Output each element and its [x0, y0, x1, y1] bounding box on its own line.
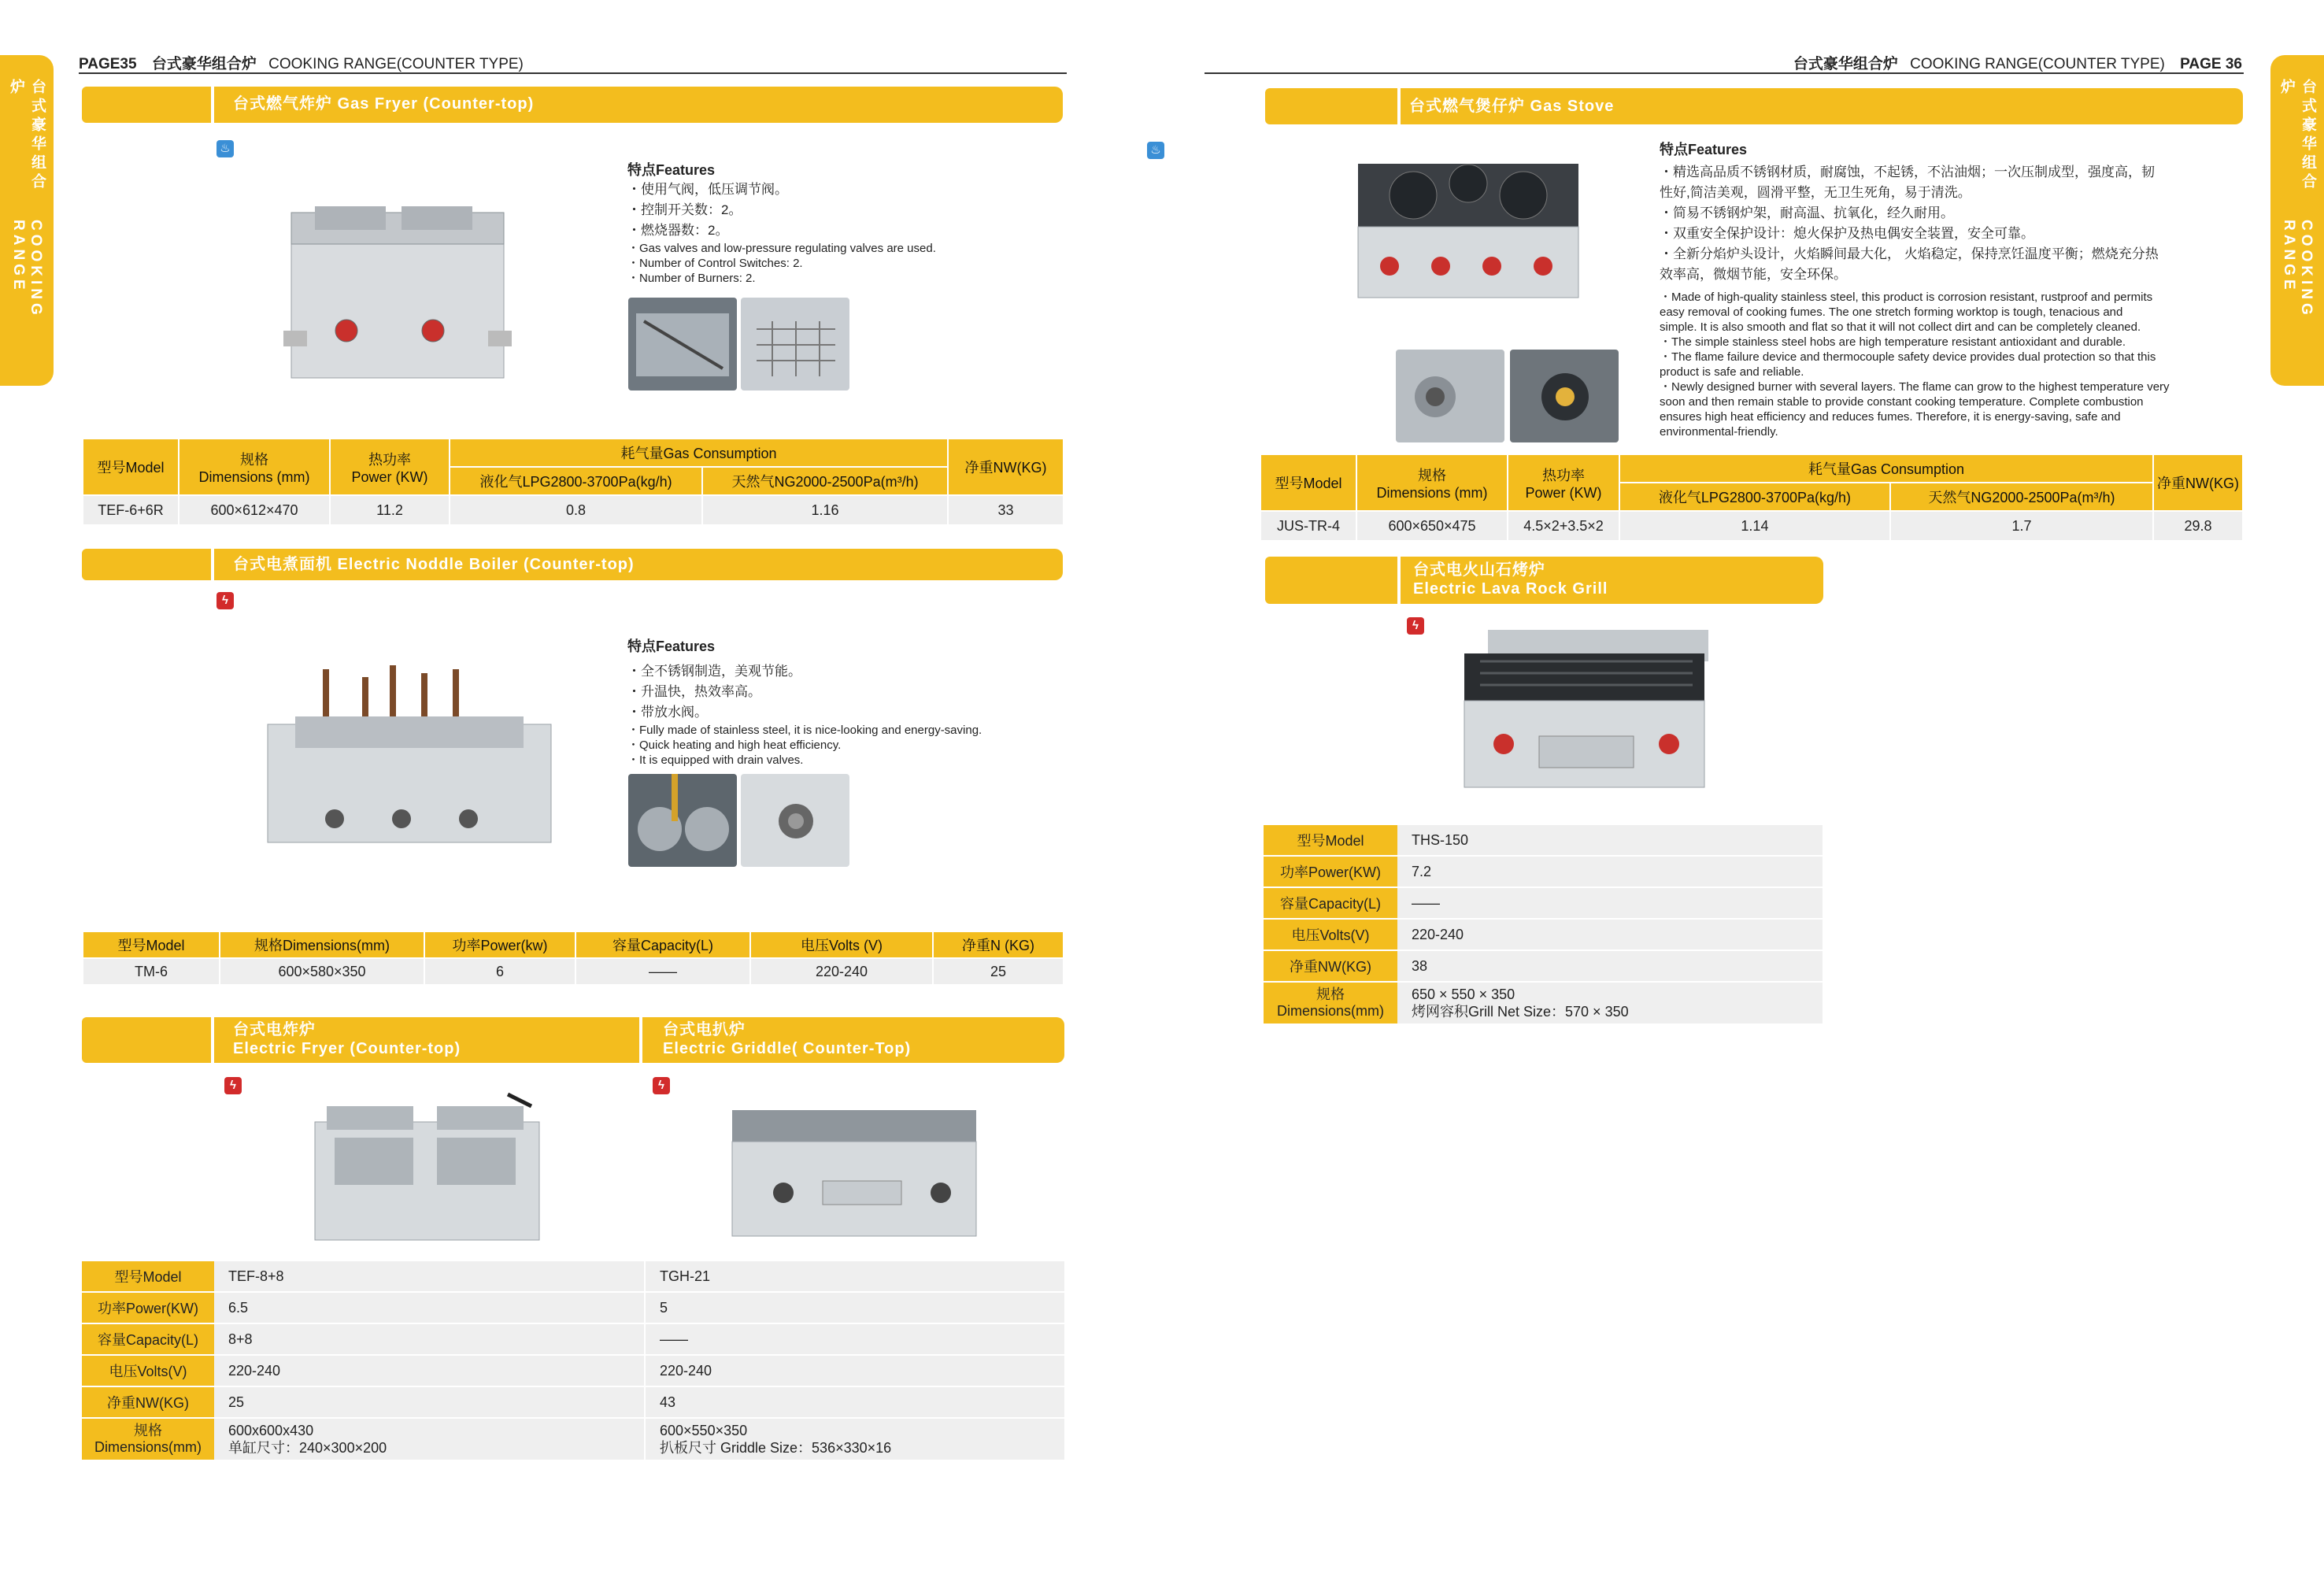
burner-photo: [1396, 350, 1504, 442]
right-page-header: [1793, 52, 2242, 73]
feature-line: easy removal of cooking fumes. The one stretch forming worktop is tough, tenacious and: [1660, 305, 2123, 319]
flame-icon: ♨: [216, 140, 234, 157]
electric-griddle-image: [728, 1102, 980, 1252]
feature-line: ・燃烧器数：2。: [627, 223, 729, 238]
table-row: 电压Volts(V) 220-240: [1264, 920, 1823, 951]
electric-griddle-title: 台式电扒炉 Electric Griddle( Counter-Top): [663, 1021, 912, 1057]
col-lpg: 液化气LPG2800-3700Pa(kg/h): [450, 467, 702, 495]
gas-stove-features-en: [1660, 290, 2170, 439]
flame-icon: ♨: [1147, 142, 1164, 159]
lava-grill-title: 台式电火山石烤炉 Electric Lava Rock Grill: [1413, 561, 1608, 598]
noodle-boiler-spec-table: [82, 931, 1064, 986]
drain-valve-photo: [741, 774, 849, 867]
gas-fryer-title: 台式燃气炸炉 Gas Fryer (Counter-top): [233, 95, 535, 113]
feature-line: ・Number of Control Switches: 2.: [627, 257, 803, 270]
section-bar-lead: [82, 87, 211, 123]
left-header-en: COOKING RANGE(COUNTER TYPE): [268, 56, 524, 72]
gas-fryer-features-en: [627, 241, 936, 286]
lightning-icon: ϟ: [653, 1077, 670, 1094]
feature-line: 性好,简洁美观，圆滑平整，无卫生死角，易于清洗。: [1660, 185, 1971, 200]
feature-line: ・Newly designed burner with several layers. The flame can grow to the highest temperature very: [1660, 380, 2170, 394]
feature-line: ・It is equipped with drain valves.: [627, 753, 804, 767]
table-row: 功率Power(KW) 7.2: [1264, 857, 1823, 888]
left-page-number: PAGE35: [79, 56, 137, 72]
section-bar-lead: [82, 549, 211, 580]
fryer-griddle-spec-table: [82, 1261, 1064, 1461]
col-model: 型号Model: [1260, 454, 1356, 511]
feature-line: ・The simple stainless steel hobs are high temperature resistant antioxidant and durable.: [1660, 335, 2126, 349]
feature-line: ・The flame failure device and thermocouple safety device provides dual protection so that this: [1660, 350, 2156, 364]
table-row: 型号Model THS-150: [1264, 825, 1823, 857]
table-row: TEF-6+6R 600×612×470 11.2 0.8 1.16 33: [83, 495, 1064, 525]
section-bar-lead: [82, 1017, 211, 1063]
col-capacity: 容量Capacity(L): [575, 931, 750, 958]
col-model: 型号Model: [83, 439, 179, 495]
left-header-cn: 台式豪华组合炉: [151, 56, 257, 72]
lava-grill-image: [1456, 626, 1712, 811]
feature-line: ・使用气阀，低压调节阀。: [627, 182, 788, 197]
feature-line: environmental-friendly.: [1660, 425, 1778, 439]
col-dimensions: 规格 Dimensions (mm): [1356, 454, 1508, 511]
feature-line: ・精选高品质不锈钢材质，耐腐蚀，不起锈，不沾油烟；一次压制成型，强度高，韧: [1660, 165, 2155, 180]
feature-line: ・升温快，热效率高。: [627, 684, 761, 699]
col-power: 功率Power(kw): [424, 931, 575, 958]
feature-line: ensures high heat efficiency and reduces fumes. Therefore, it is energy-saving, safe and: [1660, 410, 2121, 424]
col-dimensions: 规格Dimensions(mm): [220, 931, 424, 958]
noodle-features-cn: [627, 661, 801, 723]
left-header-rule: [79, 72, 1067, 74]
col-gas-consumption: 耗气量Gas Consumption: [450, 439, 948, 467]
side-tab-cn: 台式豪华组合炉: [2278, 79, 2316, 192]
table-row: 容量Capacity(L) ——: [1264, 888, 1823, 920]
gas-stove-features-cn: [1660, 162, 2159, 285]
gas-stove-features-title: 特点Features: [1660, 142, 1748, 157]
right-header-rule: [1205, 72, 2244, 74]
right-page-number: PAGE 36: [2180, 56, 2242, 72]
table-row: 净重NW(KG) 38: [1264, 951, 1823, 983]
col-power: 热功率 Power (KW): [330, 439, 450, 495]
col-net-weight: 净重NW(KG): [948, 439, 1064, 495]
electric-fryer-image: [311, 1090, 543, 1248]
gas-fryer-features-cn: [627, 180, 788, 241]
col-gas-consumption: 耗气量Gas Consumption: [1619, 454, 2153, 483]
noodle-features-en: [627, 723, 982, 768]
fryer-basket-photo: [741, 298, 849, 391]
feature-line: soon and then remain stable to provide constant cooking temperature. Complete combustion: [1660, 395, 2144, 409]
noodle-basket-photo: [628, 774, 737, 867]
col-volts: 电压Volts (V): [750, 931, 933, 958]
feature-line: product is safe and reliable.: [1660, 365, 1804, 379]
table-row: 电压Volts(V) 220-240 220-240: [82, 1356, 1064, 1387]
noodle-features-title: 特点Features: [627, 639, 716, 654]
col-model: 型号Model: [83, 931, 220, 958]
feature-line: ・Fully made of stainless steel, it is nice-looking and energy-saving.: [627, 724, 983, 737]
lightning-icon: ϟ: [1407, 617, 1424, 635]
lava-grill-spec-table: [1264, 825, 1823, 1025]
feature-line: ・Made of high-quality stainless steel, this product is corrosion resistant, rustproof and permits: [1660, 291, 2153, 304]
table-row: 规格 Dimensions(mm) 650 × 550 × 350 烤网容积Grill Net Size：570 × 350: [1264, 983, 1823, 1025]
feature-line: ・全新分焰炉头设计，火焰瞬间最大化， 火焰稳定，保持烹饪温度平衡；燃烧充分热: [1660, 246, 2159, 261]
feature-line: ・Number of Burners: 2.: [627, 272, 756, 285]
feature-line: ・双重安全保护设计：熄火保护及热电偶安全装置，安全可靠。: [1660, 226, 2034, 241]
col-ng: 天然气NG2000-2500Pa(m³/h): [1890, 483, 2153, 511]
gas-fryer-image: [276, 197, 512, 386]
left-side-tab: [0, 55, 54, 386]
feature-line: ・控制开关数：2。: [627, 202, 742, 217]
table-row: TM-6 600×580×350 6 —— 220-240 25: [83, 958, 1064, 985]
fryer-basket-photo: [628, 298, 737, 391]
right-header-cn: 台式豪华组合炉: [1793, 56, 1898, 72]
left-page-header: [79, 52, 524, 73]
table-row: 功率Power(KW) 6.5 5: [82, 1293, 1064, 1324]
feature-line: ・Gas valves and low-pressure regulating valves are used.: [627, 242, 936, 255]
gas-fryer-spec-table: [82, 438, 1064, 526]
gas-stove-spec-table: [1260, 453, 2244, 542]
table-row: 净重NW(KG) 25 43: [82, 1387, 1064, 1419]
col-power: 热功率 Power (KW): [1508, 454, 1619, 511]
noodle-boiler-title: 台式电煮面机 Electric Noddle Boiler (Counter-top): [233, 556, 635, 573]
table-row: 容量Capacity(L) 8+8 ——: [82, 1324, 1064, 1356]
lightning-icon: ϟ: [216, 592, 234, 609]
col-net-weight: 净重NW(KG): [2153, 454, 2243, 511]
side-tab-en: COOKING RANGE: [10, 219, 44, 319]
col-lpg: 液化气LPG2800-3700Pa(kg/h): [1619, 483, 1890, 511]
col-net-weight: 净重N (KG): [933, 931, 1064, 958]
burner-photo: [1510, 350, 1619, 442]
col-ng: 天然气NG2000-2500Pa(m³/h): [702, 467, 948, 495]
gas-stove-title: 台式燃气煲仔炉 Gas Stove: [1409, 98, 1615, 115]
noodle-boiler-image: [264, 661, 555, 858]
lightning-icon: ϟ: [224, 1077, 242, 1094]
feature-line: ・全不锈钢制造，美观节能。: [627, 664, 801, 679]
feature-line: simple. It is also smooth and flat so that it will not collect dirt and can be completely cleaned.: [1660, 320, 2141, 334]
gas-stove-image: [1350, 140, 1586, 313]
section-bar-lead: [1265, 88, 1397, 124]
side-tab-en: COOKING RANGE: [2281, 219, 2315, 319]
col-dimensions: 规格 Dimensions (mm): [179, 439, 330, 495]
feature-line: ・简易不锈钢炉架，耐高温、抗氧化，经久耐用。: [1660, 205, 1954, 220]
gas-fryer-features-title: 特点Features: [627, 162, 716, 178]
table-row: JUS-TR-4 600×650×475 4.5×2+3.5×2 1.14 1.7 29.8: [1260, 511, 2243, 541]
side-tab-cn: 台式豪华组合炉: [8, 79, 46, 192]
table-row: 型号Model TEF-8+8 TGH-21: [82, 1261, 1064, 1293]
right-side-tab: [2270, 55, 2324, 386]
right-header-en: COOKING RANGE(COUNTER TYPE): [1910, 56, 2165, 72]
section-bar-lead: [1265, 557, 1397, 604]
feature-line: 效率高，微烟节能，安全环保。: [1660, 267, 1847, 282]
table-row: 规格 Dimensions(mm) 600x600x430 单缸尺寸：240×300×200 600×550×350 扒板尺寸 Griddle Size：536×330×16: [82, 1419, 1064, 1461]
feature-line: ・带放水阀。: [627, 705, 708, 720]
feature-line: ・Quick heating and high heat efficiency.: [627, 738, 842, 752]
electric-fryer-title: 台式电炸炉 Electric Fryer (Counter-top): [233, 1021, 461, 1057]
